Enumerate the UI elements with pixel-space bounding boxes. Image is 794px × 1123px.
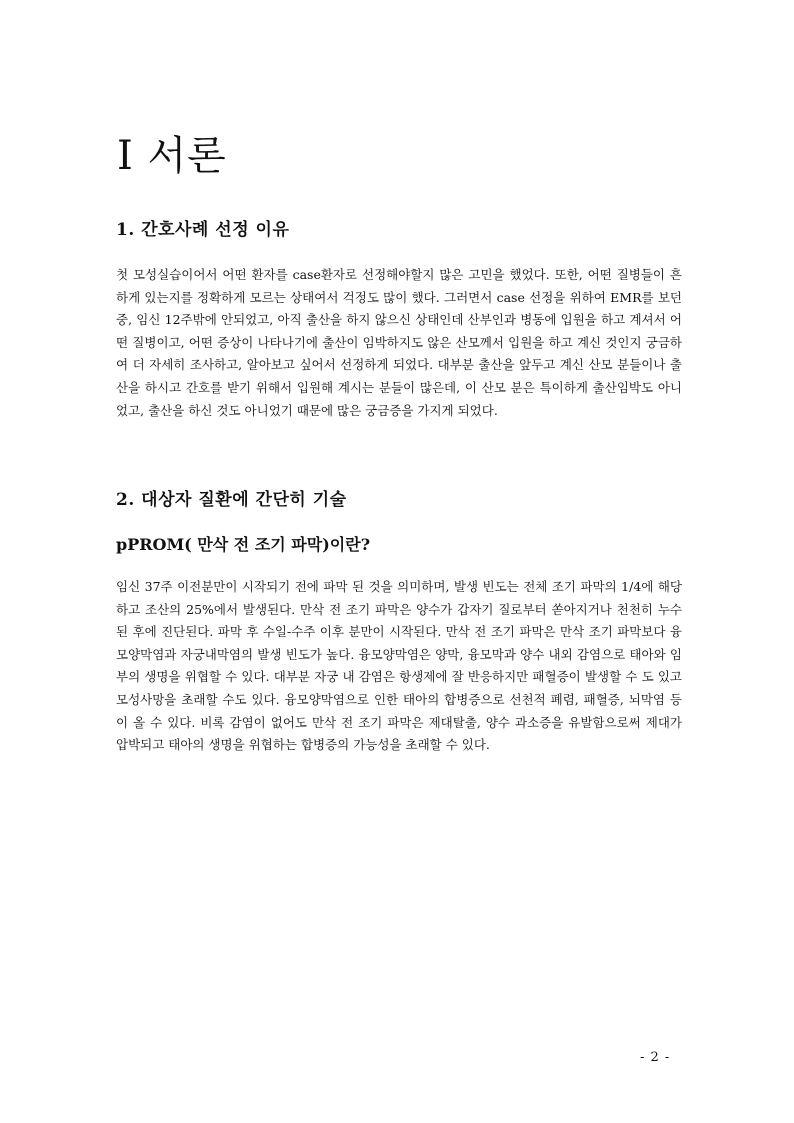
pprom-paragraph: 임신 37주 이전분만이 시작되기 전에 파막 된 것을 의미하며, 발생 빈도는 전체 조기 파막의 1/4에 해당하고 조산의 25%에서 발생된다. 만삭 전 조기 파막은 양수가 갑자기 질로부터 쏟아지거나 천천히 누수 된 후에 진단된다. 파막 후 수일-수주 이후 분만이 시작된다. 만삭 전 조기 파막은 만삭 조기 파막보다 융모양막염과 자궁내막염의 발생 빈도가 높다. 융모양막염은 양막, 융모막과 양수 내외 감염으로 태아와 임부의 생명을 위협할 수 있다. 대부분 자궁 내 감염은 항생제에 잘 반응하지만 패혈증이 발생할 수 도 있고 모성사망을 초래할 수도 있다. 융모양막염으로 인한 태아의 합병증으로 선천적 폐렴, 패혈증, 뇌막염 등이 올 수 있다. 비록 감염이 없어도 만삭 전 조기 파막은 제대탈출, 양수 과소증을 유발함으로써 제대가 압박되고 태아의 생명을 위협하는 합병증의 가능성을 초래할 수 있다.: [116, 579, 682, 753]
chapter-title: Ⅰ 서론: [117, 133, 227, 179]
section-heading-selection-reason: 1. 간호사례 선정 이유: [116, 220, 290, 240]
section-heading-disease-description: 2. 대상자 질환에 간단히 기술: [116, 490, 347, 510]
pprom-subheading: pPROM( 만삭 전 조기 파막)이란?: [116, 535, 371, 554]
page-number: - 2 -: [640, 1050, 671, 1065]
selection-reason-paragraph: 첫 모성실습이어서 어떤 환자를 case환자로 선정해야할지 많은 고민을 했었다. 또한, 어떤 질병들이 흔하게 있는지를 정확하게 모르는 상태여서 걱정도 많이 했다. 그러면서 case 선정을 위하여 EMR를 보던 중, 임신 12주밖에 안되었고, 아직 출산을 하지 않으신 상태인데 산부인과 병동에 입원을 하고 계셔서 어떤 질병이고, 어떤 증상이 나타나기에 출산이 임박하지도 않은 산모께서 입원을 하고 계신 것인지 궁금하여 더 자세히 조사하고, 알아보고 싶어서 선정하게 되었다. 대부분 출산을 앞두고 계신 산모 분들이나 출산을 하시고 간호를 받기 위해서 입원해 계시는 분들이 많은데, 이 산모 분은 특이하게 출산임박도 아니었고, 출산을 하신 것도 아니었기 때문에 많은 궁금증을 가지게 되었다.: [116, 267, 682, 418]
